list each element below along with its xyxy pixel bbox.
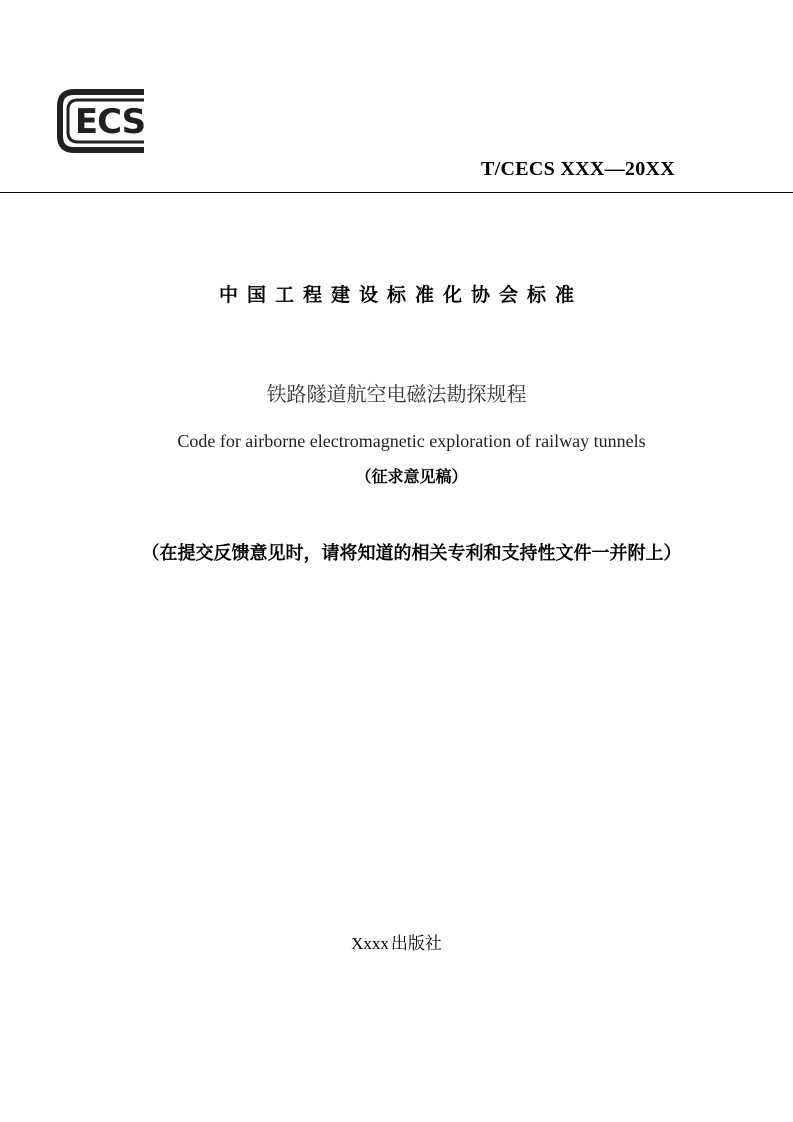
ecs-logo (54, 86, 164, 156)
header-divider (0, 192, 793, 193)
draft-status-note: （征求意见稿） (355, 467, 468, 486)
patent-disclosure-note: （在提交反馈意见时，请将知道的相关专利和支持性文件一并附上） (141, 543, 682, 564)
document-title-en: Code for airborne electromagnetic exploration of railway tunnels (177, 431, 646, 451)
publisher-suffix: 出版社 (390, 934, 442, 954)
publisher (0, 929, 793, 954)
standard-number: T/CECS XXX—20XX (481, 158, 675, 180)
document-title-cn: 铁路隧道航空电磁法勘探规程 (266, 382, 527, 406)
publisher-name: Xxxx (351, 934, 389, 953)
svg-text:ECS: ECS (74, 102, 146, 142)
organization-title: 中国工程建设标准化协会标准 (218, 284, 583, 306)
